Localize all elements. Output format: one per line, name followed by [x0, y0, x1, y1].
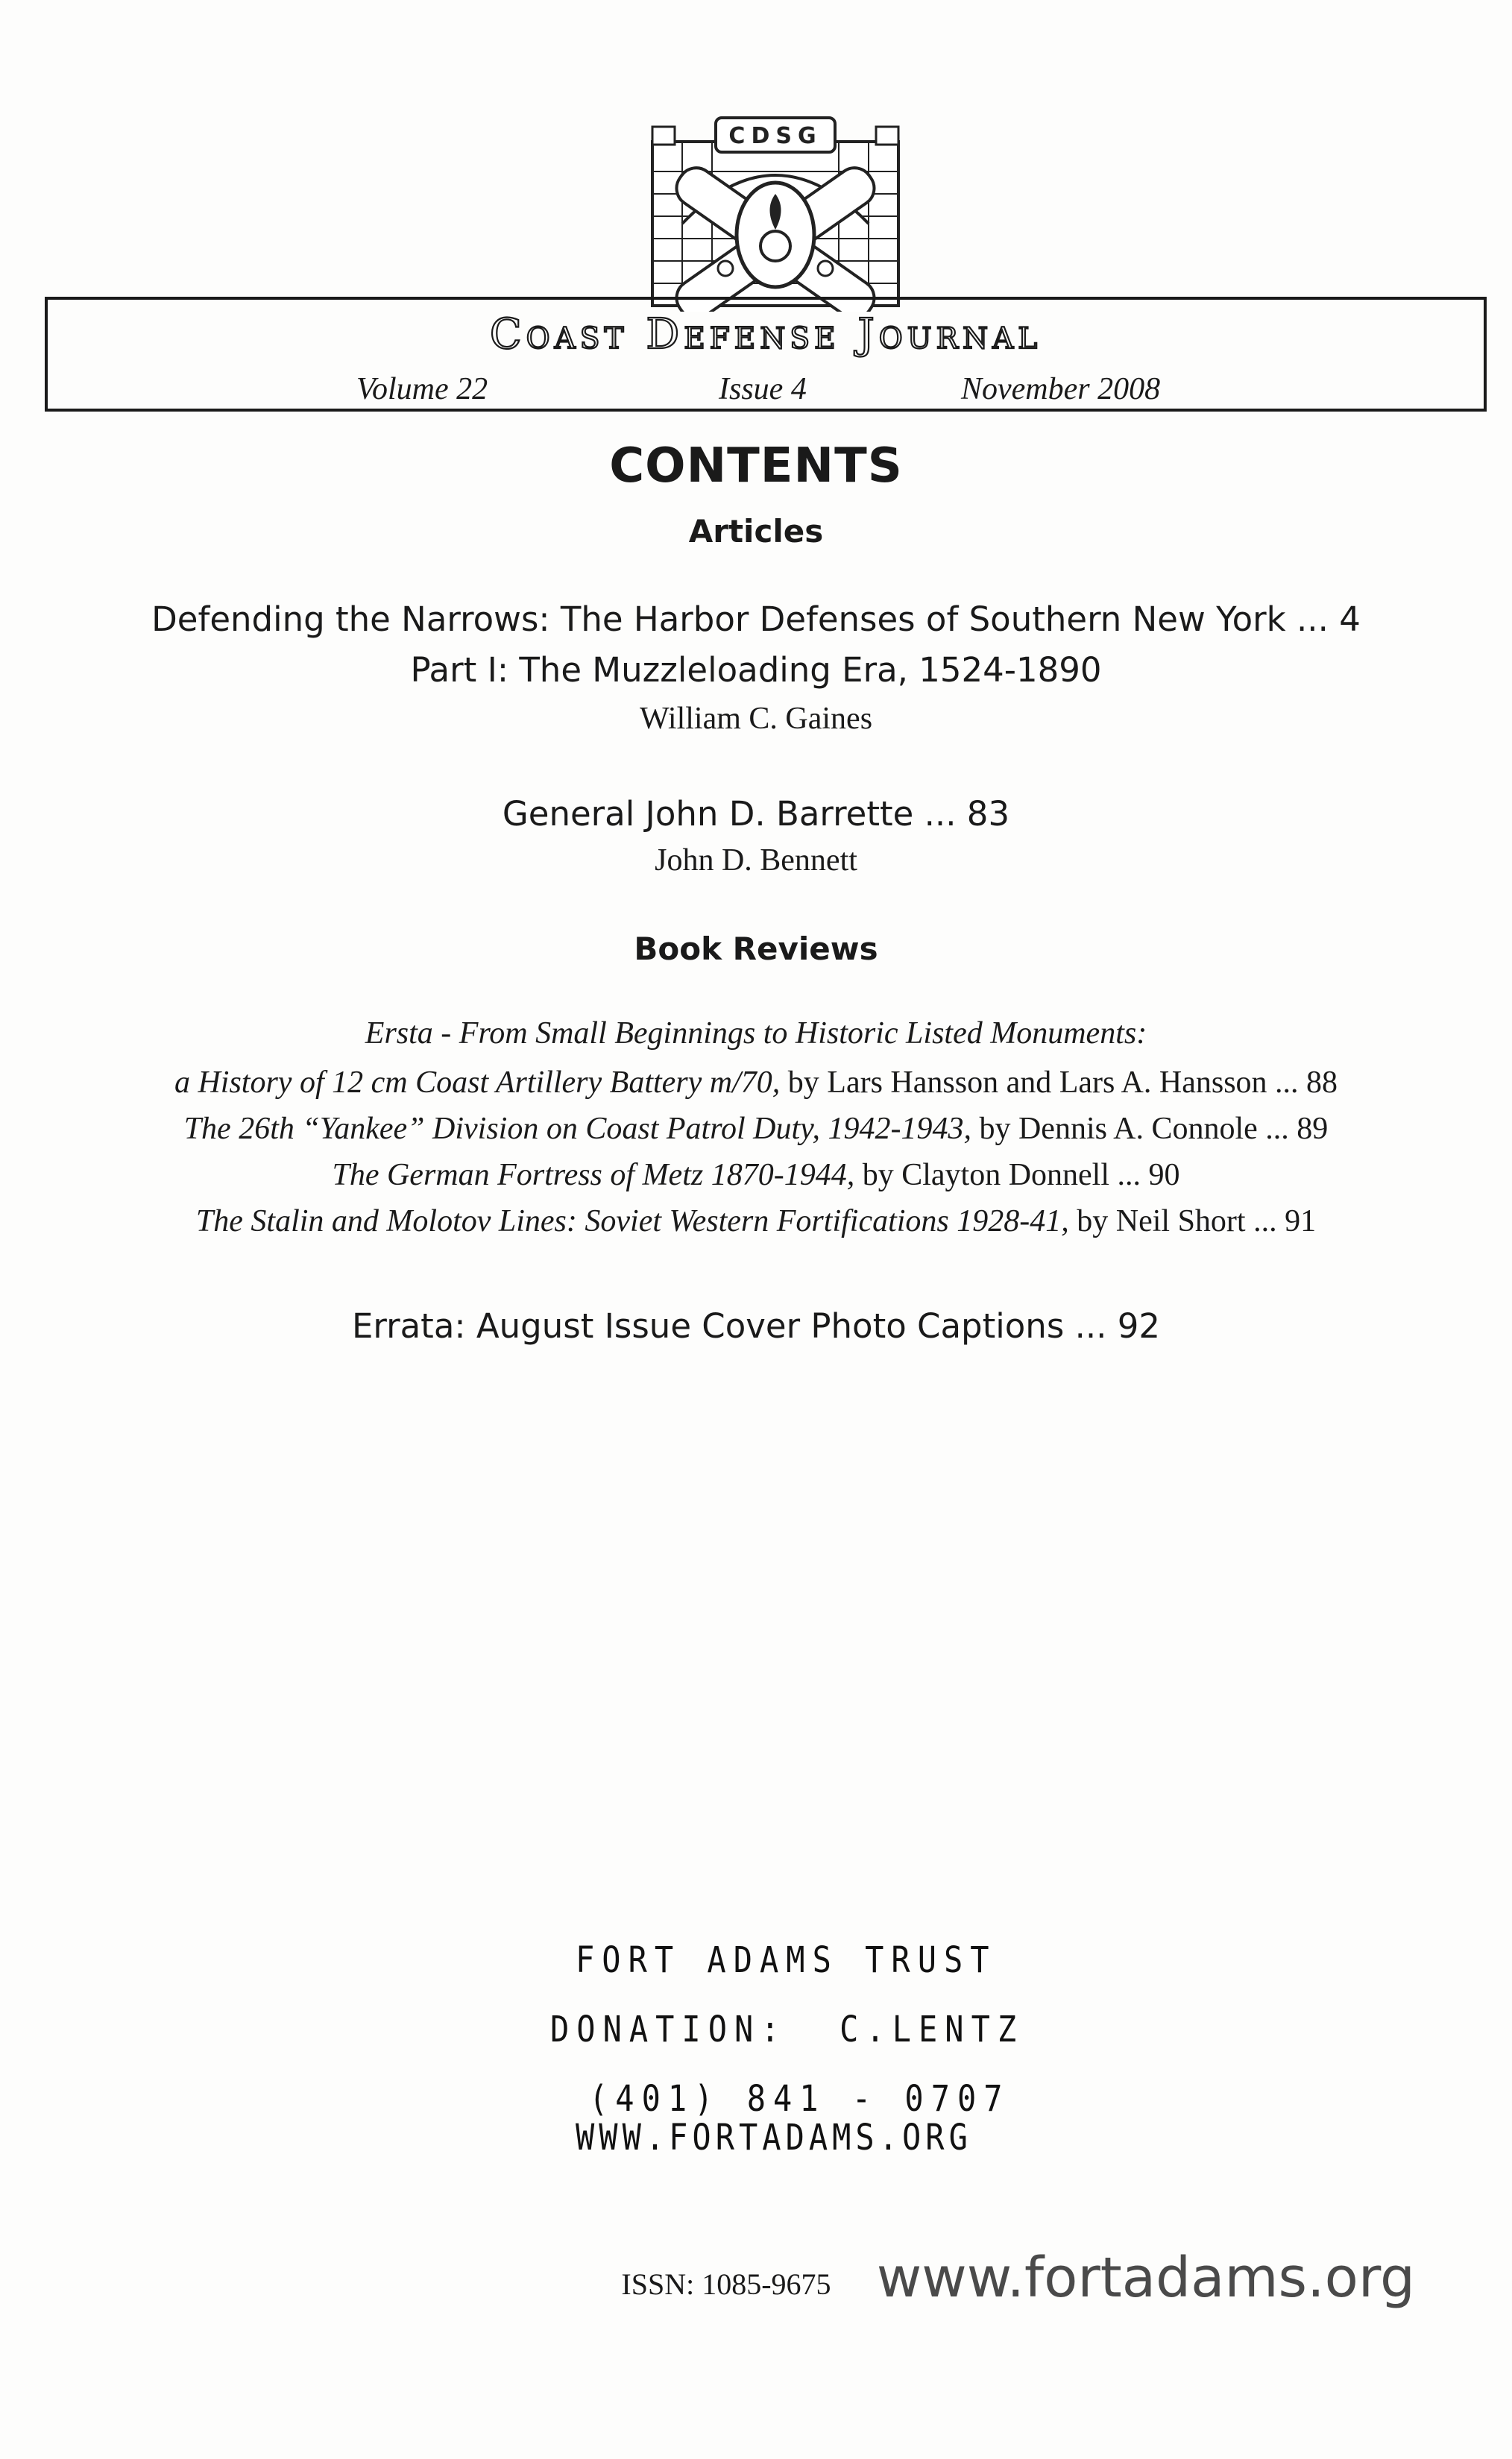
date-label: November 2008 [961, 372, 1161, 406]
errata-line: Errata: August Issue Cover Photo Captions ... 92 [351, 1306, 1161, 1346]
cdsg-emblem-icon [637, 112, 913, 312]
review-line [0, 1203, 1512, 1239]
review-details: by Clayton Donnell ... 90 [854, 1158, 1180, 1192]
review-details: by Dennis A. Connole ... 89 [971, 1112, 1329, 1146]
review-book-title: The 26th “Yankee” Division on Coast Patrol Duty, 1942-1943, [183, 1112, 971, 1146]
review-book-title: The German Fortress of Metz 1870-1944, [332, 1158, 855, 1192]
journal-title: Coast Defense Journal [489, 310, 1042, 359]
review-book-title: a History of 12 cm Coast Artillery Battery m/70, [174, 1065, 781, 1100]
stamp-line: DONATION: C.LENTZ [550, 2008, 1024, 2050]
contents-title: CONTENTS [609, 438, 903, 494]
review-line [0, 1157, 1512, 1193]
volume-label: Volume 22 [356, 372, 488, 406]
articles-heading: Articles [688, 513, 824, 550]
article-title-line: Defending the Narrows: The Harbor Defenses of Southern New York ... 4 [151, 599, 1361, 639]
review-line [0, 1065, 1512, 1101]
review-book-title: The Stalin and Molotov Lines: Soviet Western Fortifications 1928-41, [195, 1204, 1069, 1238]
article-title-line: General John D. Barrette ... 83 [502, 794, 1010, 834]
review-details: by Lars Hansson and Lars A. Hansson ... 88 [780, 1065, 1338, 1100]
review-line [0, 1111, 1512, 1147]
stamp-line: WWW.FORTADAMS.ORG [576, 2116, 972, 2159]
book-reviews-heading: Book Reviews [634, 931, 878, 967]
article-author: John D. Bennett [655, 843, 857, 878]
issue-label: Issue 4 [719, 372, 807, 406]
review-book-title: Ersta - From Small Beginnings to Historic Listed Monuments: [365, 1016, 1147, 1051]
logo-label: CDSG [728, 123, 822, 149]
stamp-line: FORT ADAMS TRUST [576, 1939, 997, 1981]
stamp-line: (401) 841 - 0707 [589, 2077, 1010, 2120]
article-author: William C. Gaines [639, 702, 873, 736]
article-subtitle-line: Part I: The Muzzleloading Era, 1524-1890 [410, 650, 1102, 690]
masthead [45, 297, 1487, 412]
issn-label: ISSN: 1085-9675 [621, 2267, 831, 2301]
review-details: by Neil Short ... 91 [1068, 1204, 1317, 1238]
watermark-url: www.fortadams.org [876, 2246, 1415, 2310]
review-line [0, 1016, 1512, 1051]
